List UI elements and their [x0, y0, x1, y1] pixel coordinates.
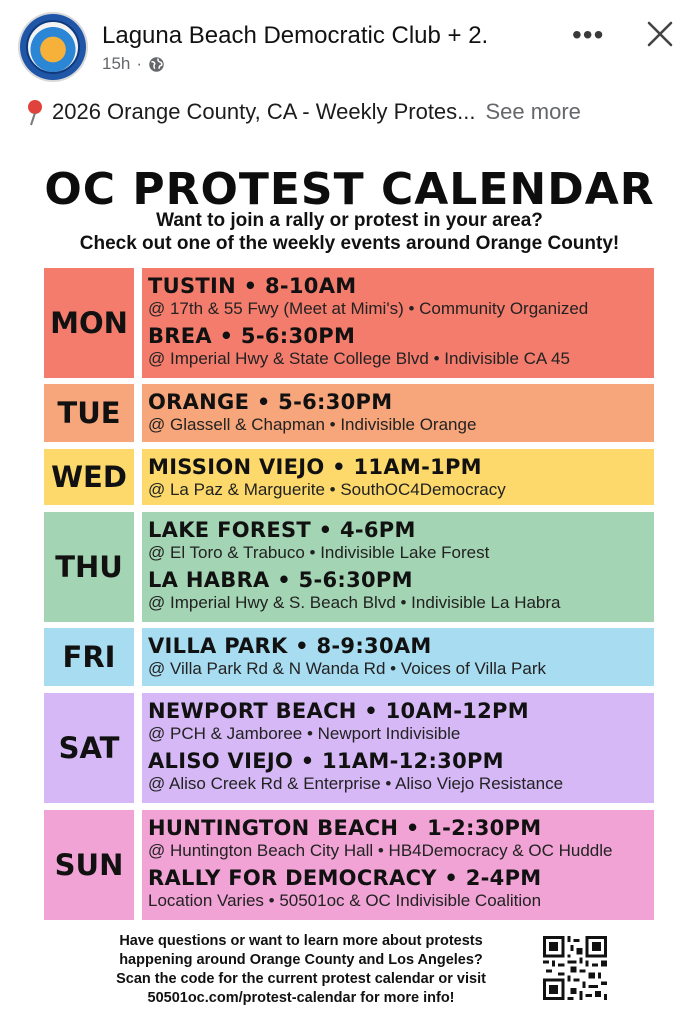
- day-events: [142, 449, 654, 505]
- event-title: BREA • 5-6:30PM: [148, 324, 356, 348]
- day-label: WED: [44, 449, 134, 505]
- footer-line: 50501oc.com/protest-calendar for more info!: [147, 990, 455, 1006]
- event-title: HUNTINGTON BEACH • 1-2:30PM: [148, 816, 542, 840]
- post-meta: [102, 54, 165, 74]
- event-location: @ El Toro & Trabuco • Indivisible Lake Forest: [148, 543, 490, 562]
- post-header: [0, 0, 699, 90]
- event-title: ALISO VIEJO • 11AM-12:30PM: [148, 749, 504, 773]
- globe-icon: [148, 56, 165, 73]
- day-label: THU: [44, 512, 134, 622]
- poster-footer: [76, 932, 526, 1008]
- calendar-row-mon: [44, 268, 654, 378]
- day-events: [142, 693, 654, 803]
- day-events: [142, 512, 654, 622]
- event-title: VILLA PARK • 8-9:30AM: [148, 634, 432, 658]
- event-location: Location Varies • 50501oc & OC Indivisible Coalition: [148, 891, 542, 910]
- day-events: [142, 628, 654, 686]
- club-logo-icon[interactable]: [20, 14, 86, 80]
- event-title: NEWPORT BEACH • 10AM-12PM: [148, 699, 529, 723]
- footer-line: Scan the code for the current protest calendar or visit: [116, 971, 486, 987]
- calendar-row-wed: [44, 449, 654, 505]
- post-caption: [24, 98, 684, 126]
- footer-line: happening around Orange County and Los Angeles?: [119, 952, 483, 968]
- event-title: RALLY FOR DEMOCRACY • 2-4PM: [148, 866, 542, 890]
- event-location: @ Villa Park Rd & N Wanda Rd • Voices of Villa Park: [148, 659, 547, 678]
- footer-line: Have questions or want to learn more about protests: [119, 933, 483, 949]
- event-location: @ Glassell & Chapman • Indivisible Orange: [148, 415, 477, 434]
- more-options-button[interactable]: •••: [572, 19, 605, 50]
- day-events: [142, 268, 654, 378]
- day-events: [142, 384, 654, 442]
- meta-separator: ·: [136, 54, 143, 73]
- poster-title: OC PROTEST CALENDAR: [44, 164, 655, 215]
- event-title: LA HABRA • 5-6:30PM: [148, 568, 413, 592]
- poster-subtitle-2: Check out one of the weekly events around Orange County!: [79, 233, 620, 254]
- calendar-row-sun: [44, 810, 654, 920]
- event-title: MISSION VIEJO • 11AM-1PM: [148, 455, 482, 479]
- event-location: @ PCH & Jamboree • Newport Indivisible: [148, 724, 461, 743]
- event-title: TUSTIN • 8-10AM: [148, 274, 357, 298]
- post-time[interactable]: 15h: [102, 54, 131, 73]
- event-location: @ Imperial Hwy & S. Beach Blvd • Indivisible La Habra: [148, 593, 561, 612]
- day-label: SUN: [44, 810, 134, 920]
- event-location: @ Huntington Beach City Hall • HB4Democracy & OC Huddle: [148, 841, 613, 860]
- close-icon[interactable]: [646, 20, 674, 48]
- protest-calendar-poster[interactable]: [0, 140, 699, 1023]
- calendar-row-thu: [44, 512, 654, 622]
- event-location: @ 17th & 55 Fwy (Meet at Mimi's) • Community Organized: [148, 299, 589, 318]
- day-label: FRI: [44, 628, 134, 686]
- day-events: [142, 810, 654, 920]
- calendar-row-tue: [44, 384, 654, 442]
- see-more-link[interactable]: See more: [485, 99, 581, 124]
- event-title: LAKE FOREST • 4-6PM: [148, 518, 416, 542]
- pin-icon: [24, 98, 46, 126]
- day-label: TUE: [44, 384, 134, 442]
- day-label: MON: [44, 268, 134, 378]
- event-location: @ Aliso Creek Rd & Enterprise • Aliso Viejo Resistance: [148, 774, 564, 793]
- event-location: @ Imperial Hwy & State College Blvd • Indivisible CA 45: [148, 349, 570, 368]
- poster-subtitle-1: Want to join a rally or protest in your area?: [156, 210, 543, 231]
- qr-code-icon[interactable]: [543, 936, 607, 1000]
- event-location: @ La Paz & Marguerite • SouthOC4Democracy: [148, 480, 506, 499]
- page-name[interactable]: Laguna Beach Democratic Club + 2.: [102, 22, 489, 49]
- caption-text: 2026 Orange County, CA - Weekly Protes...: [52, 99, 476, 124]
- calendar-row-fri: [44, 628, 654, 686]
- event-title: ORANGE • 5-6:30PM: [148, 390, 393, 414]
- calendar-row-sat: [44, 693, 654, 803]
- day-label: SAT: [44, 693, 134, 803]
